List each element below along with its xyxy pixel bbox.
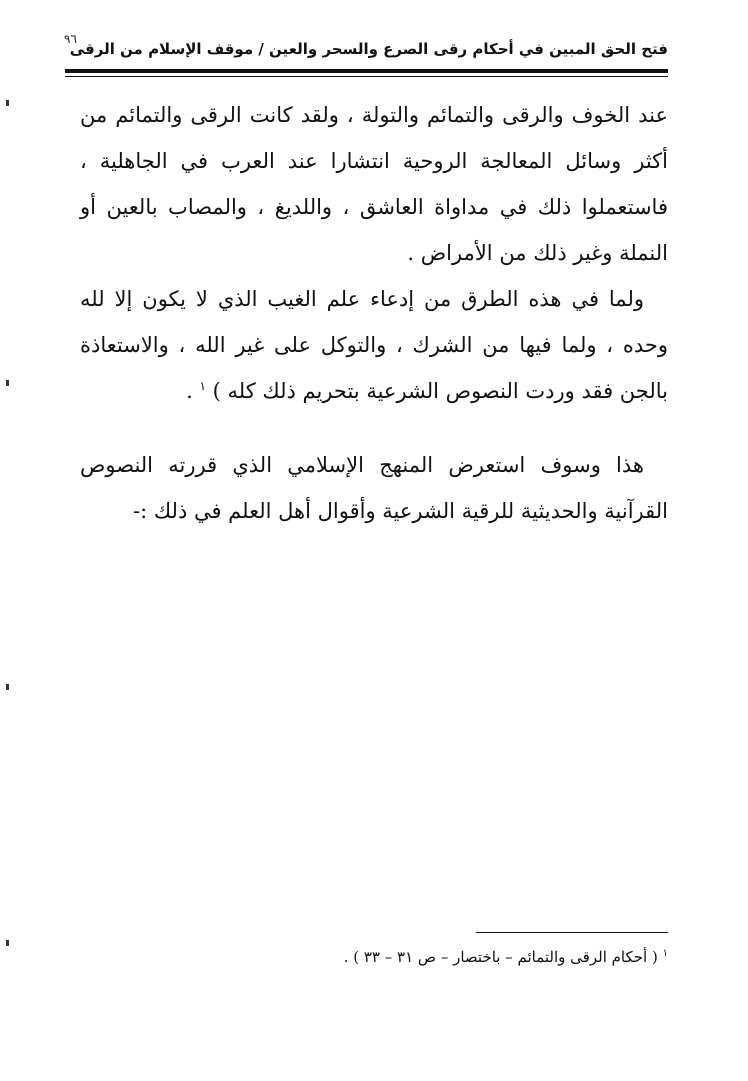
running-header-title: فتح الحق المبين في أحكام رقى الصرع والسحر والعين / موقف الإسلام من الرقى (69, 40, 668, 58)
footnote-1 (108, 944, 668, 970)
scan-edge-mark (6, 380, 9, 386)
body-text (80, 92, 668, 534)
scan-edge-mark (6, 940, 9, 946)
footnote-number: ١ (662, 948, 668, 959)
scan-edge-mark (6, 684, 9, 690)
paragraph-1: عند الخوف والرقى والتمائم والتولة ، ولقد كانت الرقى والتمائم من أكثر وسائل المعالجة الروحية انتشارا عند العرب في الجاهلية ، فاستعملوا ذلك في مداواة العاشق ، واللديغ ، والمصاب بالعين أو النملة وغير ذلك من الأمراض . (80, 103, 668, 265)
header-rule-thin (65, 76, 668, 77)
scan-edge-mark (6, 100, 9, 106)
paragraph-2-end: . (186, 379, 193, 403)
paragraph-2-text: ولما في هذه الطرق من إدعاء علم الغيب الذي لا يكون إلا لله وحده ، ولما فيها من الشرك ، والتوكل على غير الله ، والاستعاذة بالجن فقد وردت النصوص الشرعية بتحريم ذلك كله ) (80, 287, 668, 403)
page-number: ٩٦ (64, 32, 77, 46)
paragraph-3: هذا وسوف استعرض المنهج الإسلامي الذي قررته النصوص القرآنية والحديثية للرقية الشرعية وأقوال أهل العلم في ذلك :- (80, 453, 668, 523)
header-rule-thick (65, 69, 668, 73)
footnote-text: ( أحكام الرقى والتمائم – باختصار – ص ٣١ – ٣٣ ) . (343, 948, 658, 966)
paragraph-2 (80, 276, 668, 414)
footnote-separator (476, 932, 668, 933)
footnote-reference: ١ (199, 379, 206, 393)
